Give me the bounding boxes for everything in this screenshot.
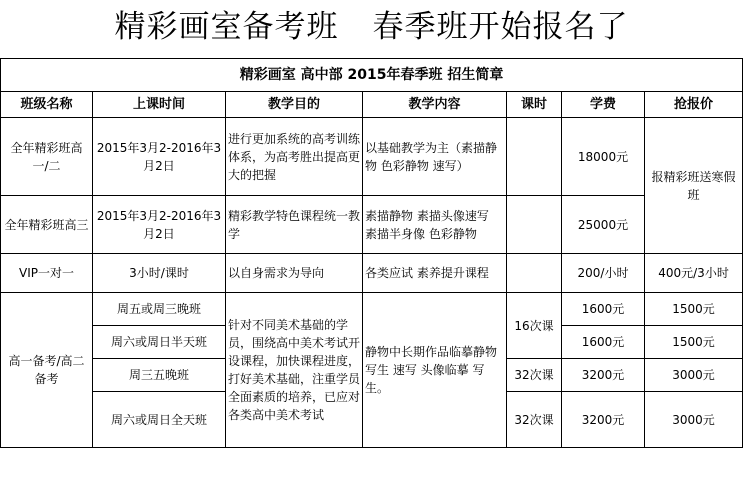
promo-shared: 报精彩班送寒假班 [645, 118, 743, 254]
schedule: 周三五晚班 [93, 359, 226, 392]
table-row [1, 293, 743, 326]
header-promo: 抢报价 [645, 92, 743, 118]
fee: 18000元 [562, 118, 645, 196]
header-class-name: 班级名称 [1, 92, 93, 118]
schedule: 周五或周三晚班 [93, 293, 226, 326]
content: 各类应试 素养提升课程 [363, 254, 507, 293]
schedule: 周六或周日半天班 [93, 326, 226, 359]
class-name: 全年精彩班高一/二 [1, 118, 93, 196]
fee: 200/小时 [562, 254, 645, 293]
goal: 精彩教学特色课程统一教学 [226, 196, 363, 254]
fee: 1600元 [562, 326, 645, 359]
group-content: 静物中长期作品临摹静物写生 速写 头像临摹 写生。 [363, 293, 507, 448]
banner-title: 精彩画室备考班 [114, 9, 339, 45]
promo: 400元/3小时 [645, 254, 743, 293]
schedule: 周六或周日全天班 [93, 392, 226, 448]
header-content: 教学内容 [363, 92, 507, 118]
hours-shared: 16次课 [507, 293, 562, 359]
header-goal: 教学目的 [226, 92, 363, 118]
promo: 3000元 [645, 359, 743, 392]
table-subtitle: 精彩画室 高中部 2015年春季班 招生简章 [1, 59, 743, 92]
promo: 1500元 [645, 293, 743, 326]
table-row [1, 254, 743, 293]
goal: 以自身需求为导向 [226, 254, 363, 293]
hours [507, 118, 562, 196]
fee: 3200元 [562, 359, 645, 392]
enrollment-table [0, 58, 743, 448]
group-class-name: 高一备考/高二备考 [1, 293, 93, 448]
hours [507, 254, 562, 293]
promo: 1500元 [645, 326, 743, 359]
table-row [1, 196, 743, 254]
header-fee: 学费 [562, 92, 645, 118]
header-hours: 课时 [507, 92, 562, 118]
content: 以基础教学为主（素描静物 色彩静物 速写） [363, 118, 507, 196]
schedule: 2015年3月2-2016年3月2日 [93, 196, 226, 254]
class-name: VIP一对一 [1, 254, 93, 293]
schedule: 2015年3月2-2016年3月2日 [93, 118, 226, 196]
header-row [1, 92, 743, 118]
schedule: 3小时/课时 [93, 254, 226, 293]
hours [507, 196, 562, 254]
content: 素描静物 素描头像速写 素描半身像 色彩静物 [363, 196, 507, 254]
fee: 25000元 [562, 196, 645, 254]
group-goal: 针对不同美术基础的学员，围绕高中美术考试开设课程，加快课程进度，打好美术基础，注重学员全面素质的培养，已应对各类高中美术考试 [226, 293, 363, 448]
fee: 1600元 [562, 293, 645, 326]
header-schedule: 上课时间 [93, 92, 226, 118]
hours: 32次课 [507, 359, 562, 392]
banner-slogan: 春季班开始报名了 [372, 9, 629, 45]
class-name: 全年精彩班高三 [1, 196, 93, 254]
promo: 3000元 [645, 392, 743, 448]
table-row [1, 118, 743, 196]
fee: 3200元 [562, 392, 645, 448]
hours: 32次课 [507, 392, 562, 448]
page-banner [0, 0, 743, 54]
goal: 进行更加系统的高考训练体系，为高考胜出提高更大的把握 [226, 118, 363, 196]
